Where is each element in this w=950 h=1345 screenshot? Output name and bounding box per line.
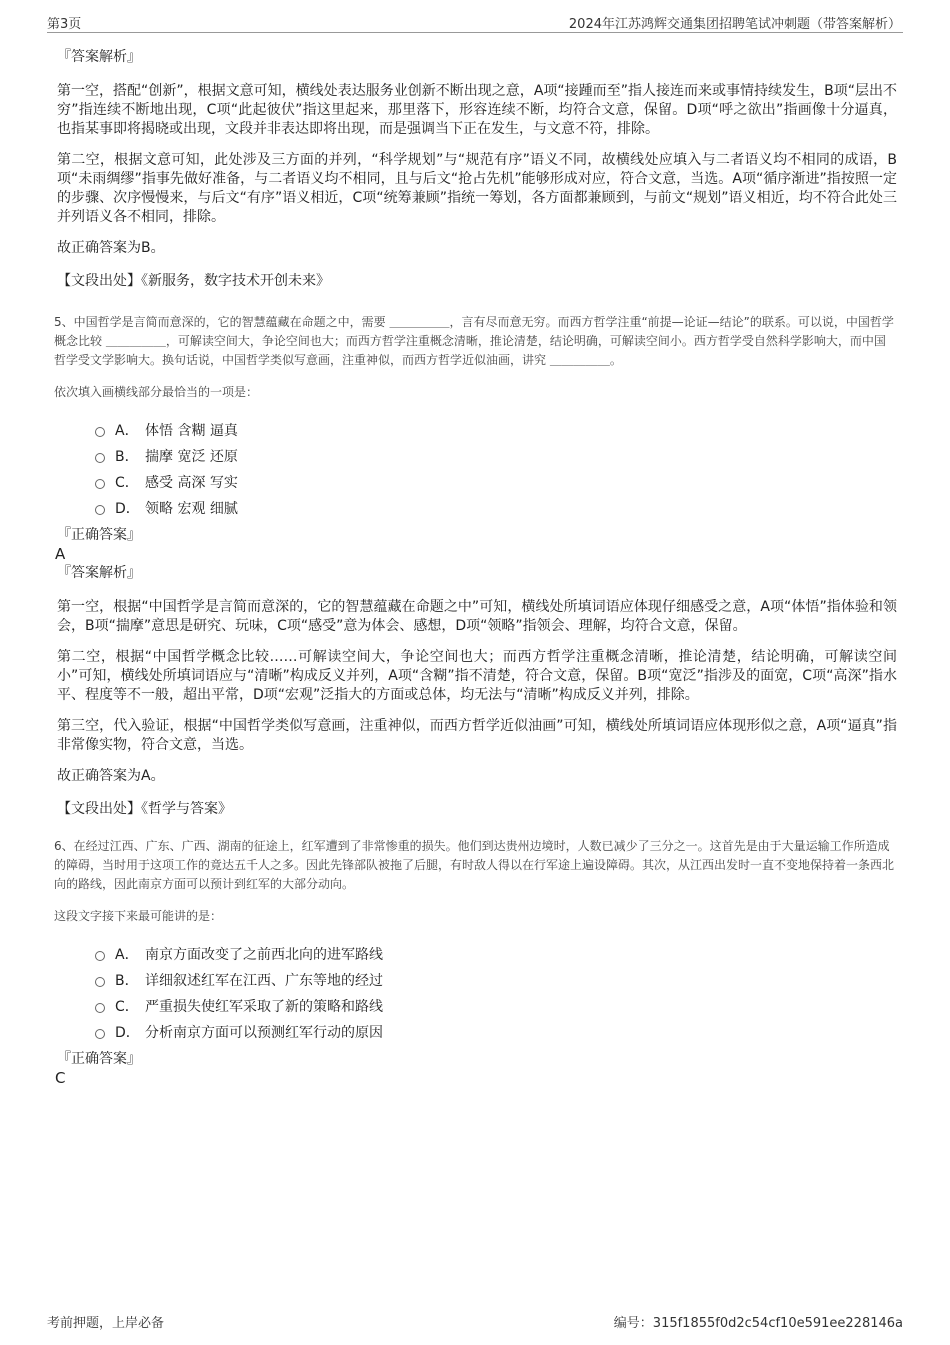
document-title: 2024年江苏鸿辉交通集团招聘笔试冲刺题（带答案解析） (568, 17, 901, 32)
q5-analysis-label: 『答案解析』 (57, 565, 141, 581)
q6-answer: C (55, 1069, 66, 1087)
radio-icon[interactable] (95, 505, 105, 515)
q6-answer-label: 『正确答案』 (57, 1051, 141, 1067)
radio-icon[interactable] (95, 977, 105, 987)
q5-option-c[interactable]: C． 感受 高深 写实 (57, 472, 897, 498)
radio-icon[interactable] (95, 453, 105, 463)
q5-option-b[interactable]: B． 揣摩 宽泛 还原 (57, 446, 897, 472)
q4-source: 【文段出处】《新服务，数字技术开创未来》 (57, 273, 330, 289)
footer-slogan: 考前押题，上岸必备 (47, 1316, 165, 1331)
q4-analysis-label: 『答案解析』 (57, 49, 141, 65)
q6-option-a[interactable]: A． 南京方面改变了之前西北向的进军路线 (57, 944, 897, 970)
q5-analysis-p3: 第三空，代入验证，根据“中国哲学类似写意画，注重神似，而西方哲学近似油画”可知，横线处所填词语应体现形似之意，A项“逼真”指非常像实物，符合文意，当选。 (57, 718, 897, 753)
q6-options (57, 944, 897, 1048)
radio-icon[interactable] (95, 951, 105, 961)
q5-prompt: 依次填入画横线部分最恰当的一项是： (54, 385, 259, 399)
q4-analysis-p1: 第一空，搭配“创新”，根据文意可知，横线处表达服务业创新不断出现之意，A项“接踵而至”指人接连而来或事情持续发生，B项“层出不穷”指连续不断地出现，C项“此起彼伏”指这里起来，那里落下，形容连续不断，均符合文意，保留。D项“呼之欲出”指画像十分逼真，也指某事即将揭晓或出现，文段并非表达即将出现，而是强调当下正在发生，与文意不符，排除。 (57, 83, 897, 137)
q5-stem: 5、中国哲学是言简而意深的，它的智慧蕴藏在命题之中，需要 ＿＿＿＿＿，言有尽而意无穷。而西方哲学注重“前提—论证—结论”的联系。可以说，中国哲学概念比较 ＿＿＿＿＿，可解读空间大，争论空间也大；而西方哲学注重概念清晰，推论清楚，结论明确，可解读空间小。西方哲学受自然科学影响大，而中国哲学受文学影响大。换句话说，中国哲学类似写意画，注重神似，而西方哲学近似油画，讲究 ＿＿＿＿＿。 (54, 315, 894, 367)
page-header (47, 12, 903, 33)
q5-answer: A (55, 545, 66, 563)
document-id: 编号：315f1855f0d2c54cf10e591ee228146a (613, 1316, 903, 1331)
q5-conclusion: 故正确答案为A。 (57, 768, 165, 784)
document-body (54, 44, 897, 1088)
q5-answer-label: 『正确答案』 (57, 527, 141, 543)
q4-conclusion: 故正确答案为B。 (57, 240, 165, 256)
radio-icon[interactable] (95, 1029, 105, 1039)
radio-icon[interactable] (95, 479, 105, 489)
page-number: 第3页 (47, 17, 82, 32)
q5-analysis-p2: 第二空，根据“中国哲学概念比较……可解读空间大，争论空间也大；而西方哲学注重概念清晰，推论清楚，结论明确，可解读空间小”可知，横线处所填词语应与“清晰”构成反义并列，A项“含糊”指不清楚，符合文意，保留。B项“宽泛”指涉及的面宽，C项“高深”指水平、程度等不一般，超出平常，D项“宏观”泛指大的方面或总体，均无法与“清晰”构成反义并列，排除。 (57, 649, 897, 703)
q5-options (57, 420, 897, 524)
q6-option-c[interactable]: C． 严重损失使红军采取了新的策略和路线 (57, 996, 897, 1022)
q4-analysis-p2: 第二空，根据文意可知，此处涉及三方面的并列，“科学规划”与“规范有序”语义不同，故横线处应填入与二者语义均不相同的成语，B项“未雨绸缪”指事先做好准备，与二者语义均不相同，且与后文“抢占先机”能够形成对应，符合文意，当选。A项“循序渐进”指按照一定的步骤、次序慢慢来，与后文“有序”语义相近，C项“统筹兼顾”指统一筹划，各方面都兼顾到，与前文“规划”语义相近，均不符合此处三并列语义各不相同，排除。 (57, 152, 897, 225)
q6-prompt: 这段文字接下来最可能讲的是： (54, 909, 223, 923)
q6-stem: 6、在经过江西、广东、广西、湖南的征途上，红军遭到了非常惨重的损失。他们到达贵州边境时，人数已减少了三分之一。这首先是由于大量运输工作所造成的障碍，当时用于这项工作的竟达五千人之多。因此先锋部队被拖了后腿，有时敌人得以在行军途上遍设障碍。其次，从江西出发时一直不变地保持着一条西北向的路线，因此南京方面可以预计到红军的大部分动向。 (54, 839, 895, 891)
q6-option-b[interactable]: B． 详细叙述红军在江西、广东等地的经过 (57, 970, 897, 996)
radio-icon[interactable] (95, 1003, 105, 1013)
q5-source: 【文段出处】《哲学与答案》 (57, 801, 232, 817)
q5-option-d[interactable]: D． 领略 宏观 细腻 (57, 498, 897, 524)
q5-option-a[interactable]: A． 体悟 含糊 逼真 (57, 420, 897, 446)
q5-analysis-p1: 第一空，根据“中国哲学是言简而意深的，它的智慧蕴藏在命题之中”可知，横线处所填词语应体现仔细感受之意，A项“体悟”指体验和领会，B项“揣摩”意思是研究、玩味，C项“感受”意为体会、感想，D项“领略”指领会、理解，均符合文意，保留。 (57, 599, 897, 634)
radio-icon[interactable] (95, 427, 105, 437)
q6-option-d[interactable]: D． 分析南京方面可以预测红军行动的原因 (57, 1022, 897, 1048)
